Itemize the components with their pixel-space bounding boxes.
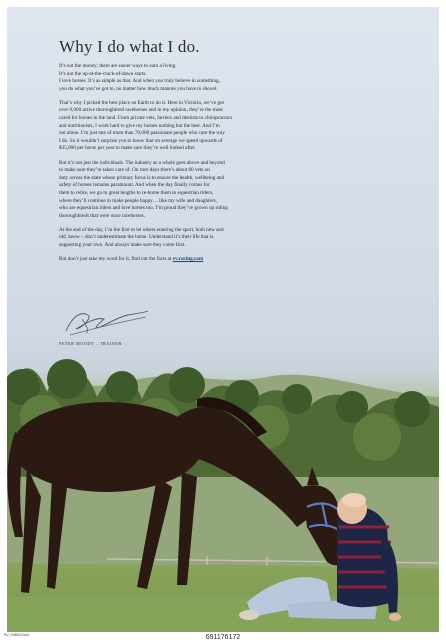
- paragraph-2: That’s why I picked the best place on Earth to do it. Here in Victoria, we’ve got over 9,000 active thoroughbred racehorses and in my opinion, they’re the most cared for horses in the land. From private vets, farriers and dentists to chiropractors and nutritionists, I work hard to give my horses nothing but the best. And I’m not alone. I’m just one of more than 70,000 passionate people who care the way I do. So it wouldn’t surprise you to know that on average we spend upwards of $35,000 per horse per year to make sure they’re well looked after.: [59, 99, 233, 152]
- racing-website-link[interactable]: rv.racing.com: [172, 256, 204, 263]
- paragraph-1: It’s not the money; there are easier ways to earn a living. It’s not the up-at-the-crack-of-dawn starts. I love horses. It’s as simple as that. And when you truly believe in something, you do what you’ve got to, no matter how much manure you have to shovel.: [59, 63, 220, 92]
- headline: Why I do what I do.: [59, 37, 200, 56]
- signature-icon: [62, 305, 152, 339]
- trainer-credit: PETER MOODY – TRAINER: [59, 341, 122, 346]
- paragraph-3: But it’s not just the individuals. The industry as a whole goes above and beyond to make sure they’re taken care of. On race days there’s about 60 vets on duty across the state whose primary focus is to ensure the health, wellbeing and safety of horses remains paramount. And when the day finally comes for them to retire, we go to great lengths to re-home them to equestrian riders, where they’ll continue to make people happy… like my wife and daughters, who are equestrian riders and love horses too. I’m proud they’ve grown up riding thoroughbreds that were once racehorses.: [59, 159, 228, 219]
- advertisement: [7, 7, 439, 632]
- reference-number: 691176172: [205, 634, 241, 641]
- cta-prefix: But don’t just take my word for it, find out the facts at: [59, 256, 173, 263]
- paragraph-4: At the end of the day, I’m the first to let others entering the sport, both new and old, know – don’t underestimate the horse. Understand it’s their life that is supporting your own. And always make sure they come first.: [59, 226, 224, 248]
- ad-copy: [59, 37, 304, 270]
- horse-and-trainer-photo: [7, 337, 439, 632]
- reference-code: RV_H4B5/22/Ad: [4, 633, 29, 637]
- call-to-action: [59, 256, 304, 264]
